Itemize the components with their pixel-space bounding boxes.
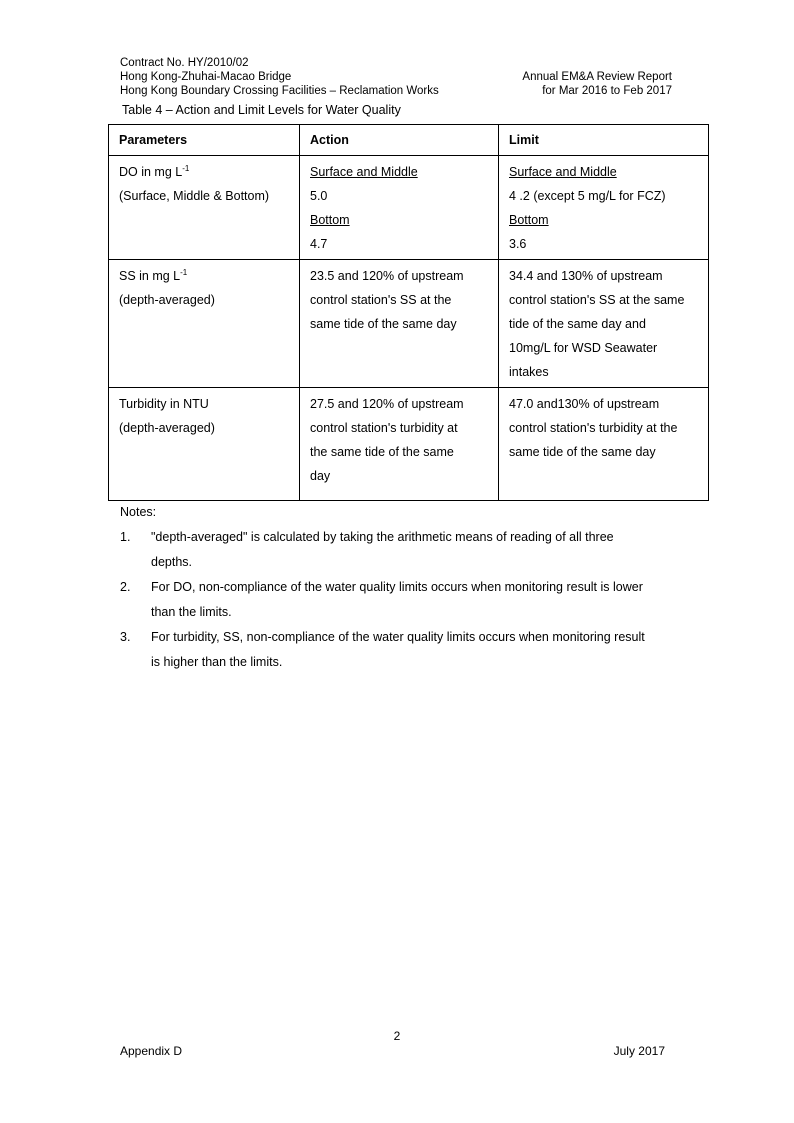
cell-line: 34.4 and 130% of upstream	[509, 269, 663, 283]
param-cell-do	[109, 156, 300, 260]
param-sub: (depth-averaged)	[119, 293, 215, 307]
table-row-turbidity	[109, 388, 709, 501]
report-title: Annual EM&A Review Report	[522, 71, 672, 83]
table-header-row	[109, 125, 709, 156]
cell-line: same tide of the same day	[509, 445, 656, 459]
note-text	[151, 575, 643, 625]
bottom-label: Bottom	[310, 213, 350, 227]
document-date: July 2017	[613, 1044, 665, 1058]
column-header-limit: Limit	[499, 125, 709, 156]
param-sub: (Surface, Middle & Bottom)	[119, 189, 270, 203]
param-main	[119, 264, 289, 288]
bottom-value: 4.7	[310, 237, 328, 251]
cell-line: 10mg/L for WSD Seawater	[509, 341, 658, 355]
notes-section	[120, 500, 690, 675]
cell-line: 47.0 and130% of upstream	[509, 397, 660, 411]
limit-cell-turbidity	[499, 388, 709, 501]
note-line: "depth-averaged" is calculated by taking the arithmetic means of reading of all three	[151, 530, 614, 544]
action-cell-turbidity	[300, 388, 499, 501]
cell-line: 27.5 and 120% of upstream	[310, 397, 464, 411]
param-cell-turbidity	[109, 388, 300, 501]
water-quality-table	[108, 124, 709, 501]
action-cell-do	[300, 156, 499, 260]
cell-line: control station's turbidity at	[310, 421, 458, 435]
cell-line: intakes	[509, 365, 549, 379]
surface-middle-value: 4 .2 (except 5 mg/L for FCZ)	[509, 189, 666, 203]
note-line: depths.	[151, 555, 193, 569]
note-line: For turbidity, SS, non-compliance of the water quality limits occurs when monitoring result	[151, 630, 645, 644]
surface-middle-value: 5.0	[310, 189, 328, 203]
cell-line: day	[310, 469, 331, 483]
note-text	[151, 625, 645, 675]
cell-line: control station's SS at the same	[509, 293, 685, 307]
report-period: for Mar 2016 to Feb 2017	[542, 85, 672, 97]
note-text	[151, 525, 614, 575]
column-header-parameters: Parameters	[109, 125, 300, 156]
param-main-text: DO in mg L	[119, 165, 183, 179]
cell-line: control station's SS at the	[310, 293, 452, 307]
note-line: For DO, non-compliance of the water quality limits occurs when monitoring result is lower	[151, 580, 643, 594]
table-row-do	[109, 156, 709, 260]
param-main-text: SS in mg L	[119, 269, 181, 283]
surface-middle-label: Surface and Middle	[310, 165, 418, 179]
limit-cell-do	[499, 156, 709, 260]
bottom-value: 3.6	[509, 237, 527, 251]
bottom-label: Bottom	[509, 213, 549, 227]
surface-middle-label: Surface and Middle	[509, 165, 617, 179]
table-caption: Table 4 – Action and Limit Levels for Water Quality	[122, 103, 401, 117]
note-number: 1.	[120, 530, 131, 544]
note-line: than the limits.	[151, 605, 232, 619]
param-unit-exponent: -1	[182, 163, 190, 173]
notes-title: Notes:	[120, 505, 157, 519]
project-name: Hong Kong-Zhuhai-Macao Bridge	[120, 71, 292, 83]
param-sub: (depth-averaged)	[119, 421, 215, 435]
param-main: Turbidity in NTU	[119, 397, 209, 411]
cell-line: 23.5 and 120% of upstream	[310, 269, 464, 283]
param-cell-ss	[109, 260, 300, 388]
table-row-ss	[109, 260, 709, 388]
note-item	[120, 575, 690, 625]
limit-cell-ss	[499, 260, 709, 388]
appendix-label: Appendix D	[120, 1044, 183, 1058]
param-main	[119, 160, 289, 184]
note-number: 2.	[120, 580, 131, 594]
facility-name: Hong Kong Boundary Crossing Facilities – Reclamation Works	[120, 85, 439, 97]
cell-line: tide of the same day and	[509, 317, 646, 331]
cell-line: same tide of the same day	[310, 317, 457, 331]
param-unit-exponent: -1	[180, 267, 188, 277]
note-number: 3.	[120, 630, 131, 644]
action-cell-ss	[300, 260, 499, 388]
page-number: 2	[393, 1029, 401, 1043]
cell-line: control station's turbidity at the	[509, 421, 678, 435]
note-item	[120, 625, 690, 675]
column-header-action: Action	[300, 125, 499, 156]
contract-number: Contract No. HY/2010/02	[120, 57, 249, 69]
cell-line: the same tide of the same	[310, 445, 454, 459]
note-line: is higher than the limits.	[151, 655, 283, 669]
note-item	[120, 525, 690, 575]
